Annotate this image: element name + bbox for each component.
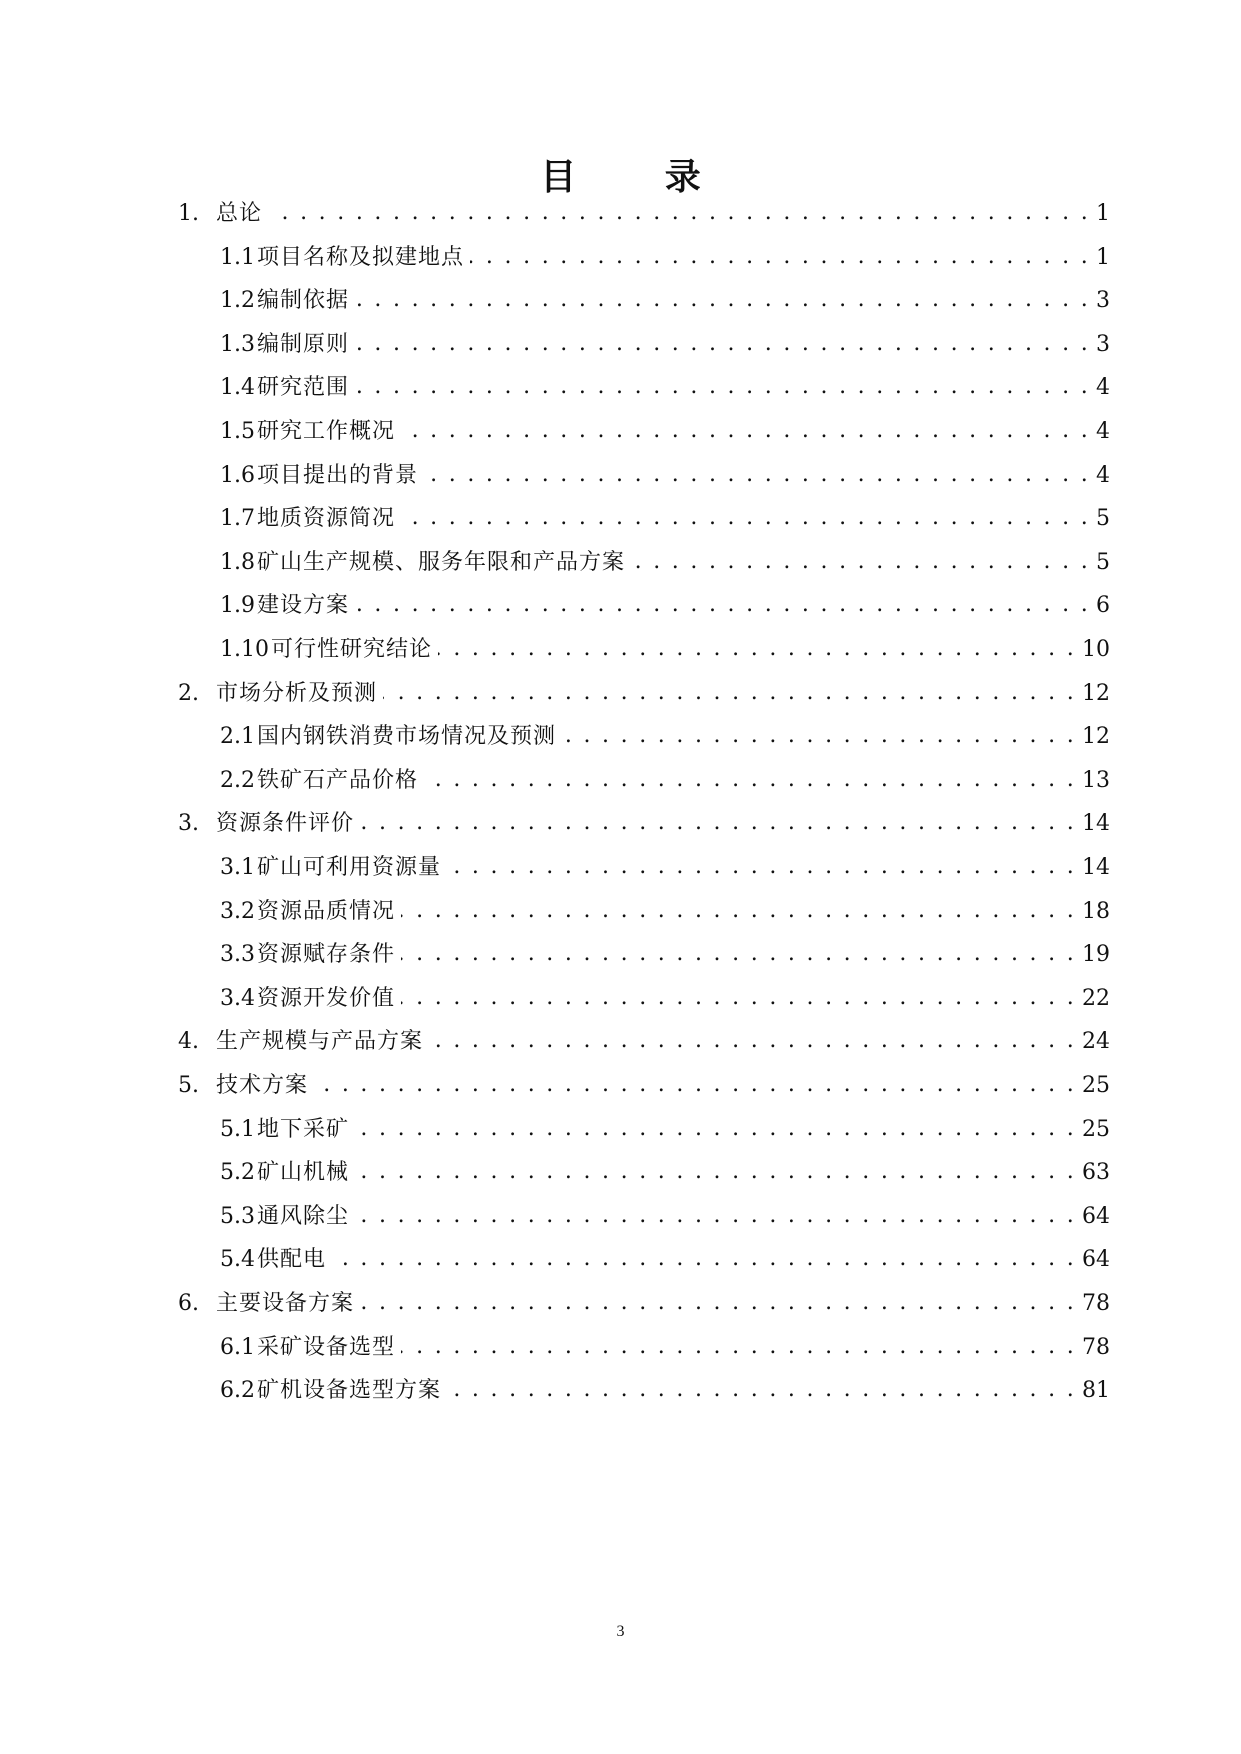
toc-dot-leader [447, 1375, 1076, 1407]
toc-entry-number: 4. [178, 1029, 199, 1055]
toc-entry-title: 矿山可利用资源量 [257, 855, 442, 880]
toc-entry-title: 建设方案 [257, 593, 350, 619]
toc-entry-title: 资源品质情况 [257, 898, 396, 924]
toc-entry-title: 编制依据 [257, 288, 350, 314]
toc-entry-title: 研究工作概况 [257, 419, 396, 444]
toc-entry-page: 3 [1096, 331, 1110, 357]
toc-dot-leader [332, 1244, 1076, 1276]
toc-entry-page: 4 [1096, 375, 1110, 401]
toc-entry-page: 12 [1082, 680, 1110, 706]
toc-chapter-entry[interactable] [178, 1288, 1110, 1320]
toc-entry-number: 1.7 [220, 506, 255, 532]
toc-dot-leader [429, 1026, 1076, 1058]
toc-entry-title: 可行性研究结论 [270, 637, 432, 662]
toc-section-entry[interactable] [220, 1157, 1110, 1189]
toc-entry-title: 市场分析及预测 [216, 680, 378, 706]
toc-section-entry[interactable] [220, 634, 1110, 666]
toc-entry-title: 地下采矿 [257, 1116, 350, 1142]
toc-entry-title: 地质资源简况 [257, 506, 396, 532]
toc-dot-leader [401, 896, 1076, 928]
toc-entry-page: 78 [1082, 1334, 1110, 1360]
toc-chapter-entry[interactable] [178, 678, 1110, 710]
toc-section-entry[interactable] [220, 896, 1110, 928]
toc-dot-leader [401, 939, 1076, 971]
toc-entry-title: 项目名称及拟建地点 [257, 244, 465, 270]
toc-entry-page: 24 [1082, 1029, 1110, 1055]
toc-dot-leader [360, 1288, 1076, 1320]
toc-entry-title: 主要设备方案 [216, 1291, 355, 1316]
toc-dot-leader [401, 503, 1090, 535]
toc-entry-page: 4 [1096, 419, 1110, 444]
toc-dot-leader [355, 1114, 1076, 1146]
toc-entry-number: 1.10 [220, 637, 269, 662]
toc-entry-number: 1.3 [220, 331, 255, 357]
toc-dot-leader [470, 242, 1090, 274]
toc-entry-title: 总论 [216, 201, 263, 226]
toc-section-entry[interactable] [220, 765, 1110, 797]
toc-entry-title: 资源赋存条件 [257, 942, 396, 968]
toc-entry-title: 采矿设备选型 [257, 1334, 396, 1360]
toc-section-entry[interactable] [220, 1244, 1110, 1276]
toc-entry-page: 81 [1082, 1378, 1110, 1404]
toc-entry-number: 2. [178, 680, 199, 706]
page-title: 目 录 [540, 156, 739, 198]
toc-entry-page: 5 [1096, 549, 1110, 575]
toc-entry-number: 1.4 [220, 375, 255, 401]
toc-entry-number: 1.5 [220, 419, 255, 444]
toc-entry-page: 25 [1082, 1116, 1110, 1142]
toc-dot-leader [314, 1070, 1076, 1102]
toc-entry-title: 矿机设备选型方案 [257, 1378, 442, 1404]
toc-dot-leader [360, 808, 1076, 840]
toc-entry-number: 3.2 [220, 898, 255, 924]
toc-section-entry[interactable] [220, 1201, 1110, 1233]
toc-entry-number: 1.6 [220, 462, 255, 488]
toc-dot-leader [438, 634, 1076, 666]
toc-entry-number: 5.1 [220, 1116, 255, 1142]
toc-entry-title: 技术方案 [216, 1073, 309, 1098]
toc-entry-page: 14 [1082, 811, 1110, 837]
toc-dot-leader [355, 1201, 1076, 1233]
toc-dot-leader [401, 983, 1076, 1015]
toc-entry-page: 25 [1082, 1073, 1110, 1098]
toc-entry-page: 64 [1082, 1247, 1110, 1273]
toc-entry-title: 研究范围 [257, 375, 350, 401]
toc-entry-page: 5 [1096, 506, 1110, 532]
toc-entry-page: 14 [1082, 855, 1110, 880]
toc-entry-number: 5.2 [220, 1160, 255, 1186]
toc-dot-leader [631, 547, 1090, 579]
toc-section-entry[interactable] [220, 1114, 1110, 1146]
toc-section-entry[interactable] [220, 1375, 1110, 1407]
toc-section-entry[interactable] [220, 547, 1110, 579]
toc-entry-number: 6.1 [220, 1334, 255, 1360]
toc-entry-number: 1.8 [220, 549, 255, 575]
toc-dot-leader [447, 852, 1076, 884]
toc-dot-leader [355, 1157, 1076, 1189]
toc-entry-page: 4 [1096, 462, 1110, 488]
toc-entry-page: 18 [1082, 898, 1110, 924]
toc-entry-page: 10 [1082, 637, 1110, 662]
toc-entry-title: 供配电 [257, 1247, 327, 1273]
toc-entry-title: 矿山机械 [257, 1160, 350, 1186]
toc-section-entry[interactable] [220, 460, 1110, 492]
toc-entry-title: 国内钢铁消费市场情况及预测 [257, 724, 557, 750]
toc-entry-page: 13 [1082, 767, 1110, 793]
toc-entry-title: 通风除尘 [257, 1203, 350, 1229]
toc-entry-number: 6.2 [220, 1378, 255, 1404]
toc-section-entry[interactable] [220, 416, 1110, 448]
toc-entry-title: 矿山生产规模、服务年限和产品方案 [257, 549, 626, 575]
toc-dot-leader [424, 460, 1090, 492]
toc-entry-page: 64 [1082, 1203, 1110, 1229]
toc-entry-number: 3.1 [220, 855, 255, 880]
toc-entry-page: 6 [1096, 593, 1110, 619]
toc-chapter-entry[interactable] [178, 198, 1110, 230]
toc-entry-page: 1 [1096, 244, 1110, 270]
toc-entry-number: 2.1 [220, 724, 255, 750]
toc-entry-number: 1.9 [220, 593, 255, 619]
toc-section-entry[interactable] [220, 939, 1110, 971]
toc-entry-number: 5. [178, 1073, 199, 1098]
toc-entry-number: 3.3 [220, 942, 255, 968]
toc-entry-title: 资源条件评价 [216, 811, 355, 837]
toc-entry-page: 78 [1082, 1291, 1110, 1316]
toc-section-entry[interactable] [220, 721, 1110, 753]
toc-entry-title: 项目提出的背景 [257, 462, 419, 488]
toc-chapter-entry[interactable] [178, 808, 1110, 840]
toc-section-entry[interactable] [220, 329, 1110, 361]
toc-section-entry[interactable] [220, 1332, 1110, 1364]
toc-entry-title: 生产规模与产品方案 [216, 1029, 424, 1055]
toc-entry-number: 5.4 [220, 1247, 255, 1273]
toc-entry-number: 1.2 [220, 288, 255, 314]
toc-entry-number: 2.2 [220, 767, 255, 793]
page-number: 3 [616, 1623, 625, 1640]
toc-entry-page: 22 [1082, 985, 1110, 1011]
toc-dot-leader [355, 372, 1090, 404]
toc-dot-leader [355, 285, 1090, 317]
toc-entry-number: 3.4 [220, 985, 255, 1011]
toc-chapter-entry[interactable] [178, 1070, 1110, 1102]
toc-section-entry[interactable] [220, 983, 1110, 1015]
toc-entry-title: 铁矿石产品价格 [257, 767, 419, 793]
toc-section-entry[interactable] [220, 242, 1110, 274]
toc-section-entry[interactable] [220, 590, 1110, 622]
toc-dot-leader [401, 1332, 1076, 1364]
toc-entry-page: 63 [1082, 1160, 1110, 1186]
toc-entry-number: 3. [178, 811, 199, 837]
toc-section-entry[interactable] [220, 372, 1110, 404]
toc-entry-page: 12 [1082, 724, 1110, 750]
toc-entry-title: 编制原则 [257, 331, 350, 357]
toc-dot-leader [424, 765, 1076, 797]
toc-entry-number: 1.1 [220, 244, 255, 270]
toc-dot-leader [355, 590, 1090, 622]
toc-dot-leader [383, 678, 1076, 710]
toc-section-entry[interactable] [220, 285, 1110, 317]
toc-dot-leader [268, 198, 1090, 230]
toc-entry-page: 1 [1096, 201, 1110, 226]
toc-entry-title: 资源开发价值 [257, 985, 396, 1011]
toc-entry-number: 6. [178, 1291, 199, 1316]
toc-entry-page: 3 [1096, 288, 1110, 314]
toc-dot-leader [401, 416, 1090, 448]
toc-section-entry[interactable] [220, 503, 1110, 535]
toc-dot-leader [355, 329, 1090, 361]
toc-entry-page: 19 [1082, 942, 1110, 968]
toc-chapter-entry[interactable] [178, 1026, 1110, 1058]
toc-section-entry[interactable] [220, 852, 1110, 884]
toc-entry-number: 1. [178, 201, 199, 226]
toc-dot-leader [562, 721, 1076, 753]
toc-entry-number: 5.3 [220, 1203, 255, 1229]
